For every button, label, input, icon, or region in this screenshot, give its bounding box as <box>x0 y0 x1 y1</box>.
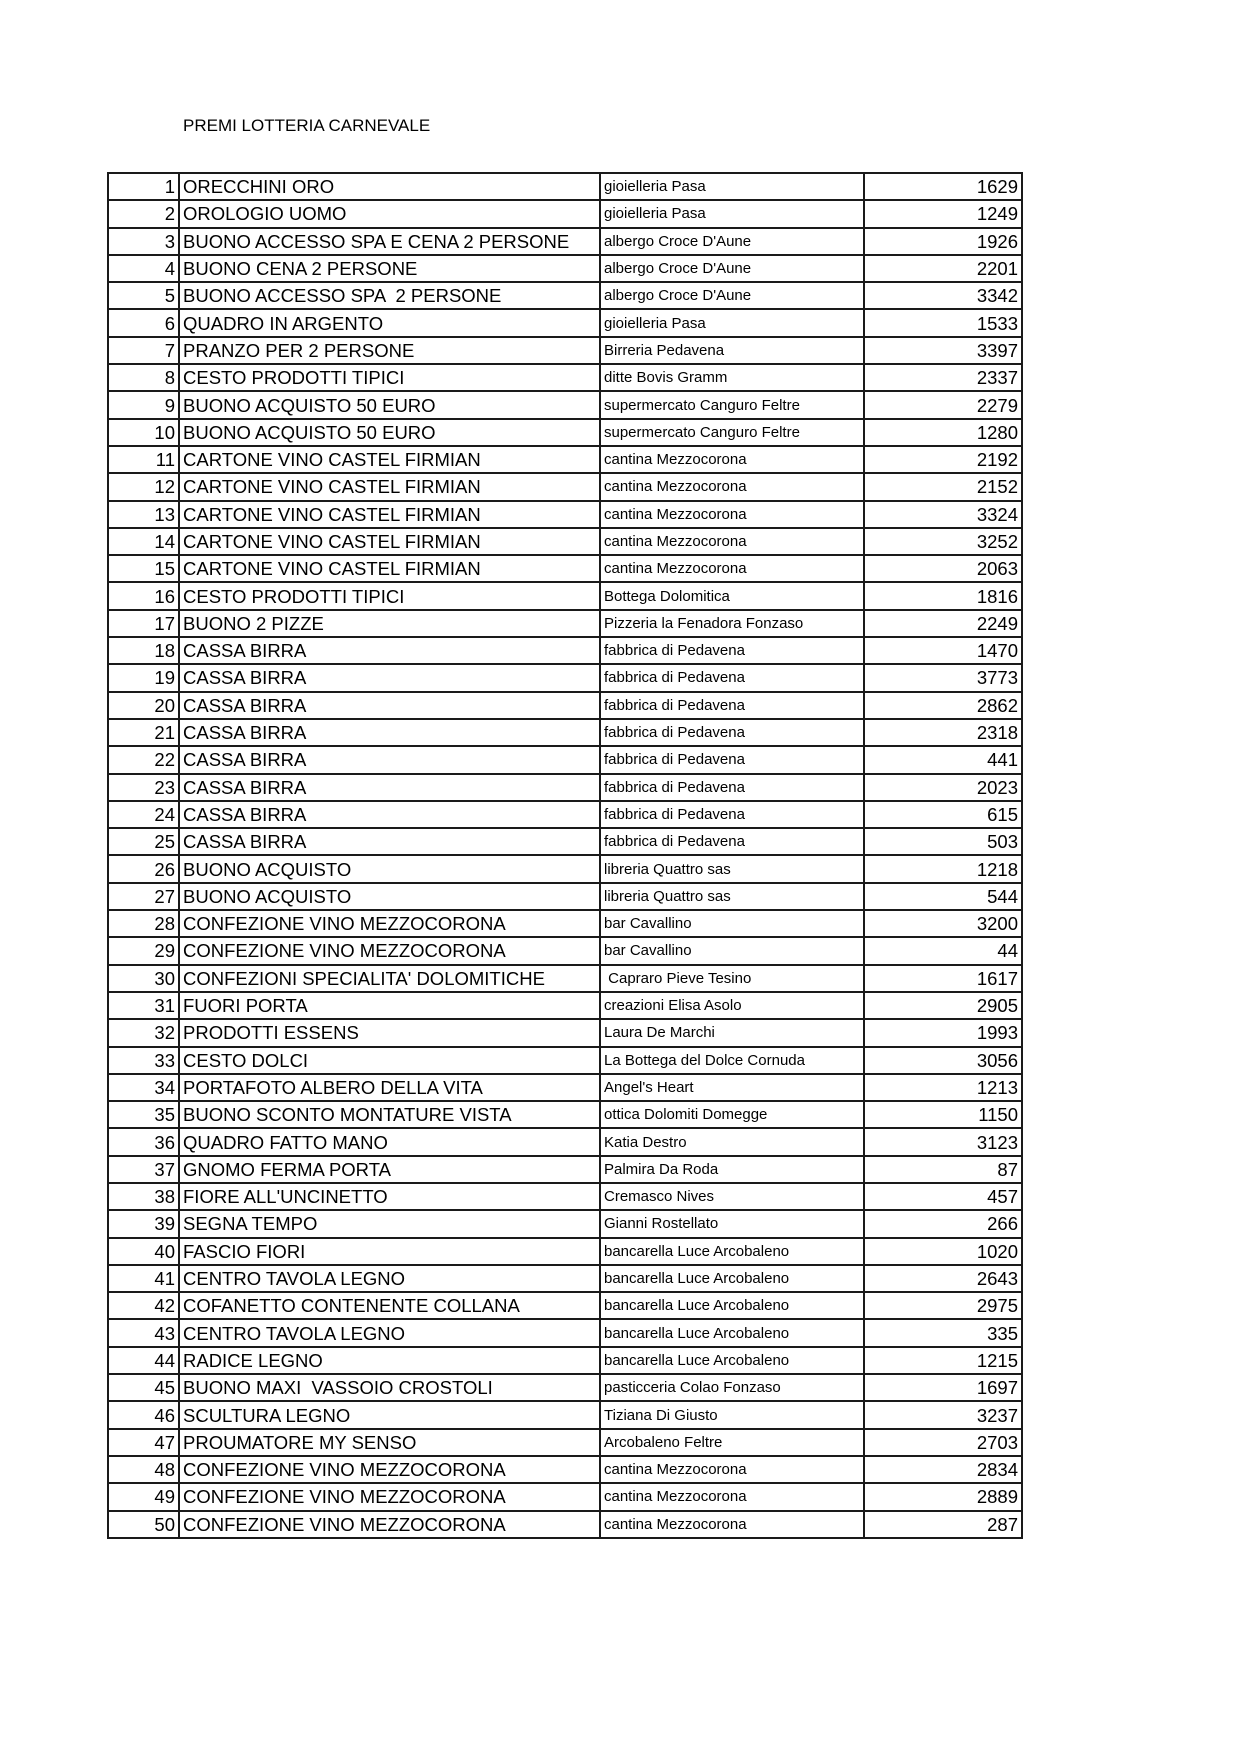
prize-item: BUONO CENA 2 PERSONE <box>179 255 600 282</box>
prize-item: BUONO ACQUISTO 50 EURO <box>179 391 600 418</box>
prize-item: CONFEZIONE VINO MEZZOCORONA <box>179 910 600 937</box>
prize-item: CASSA BIRRA <box>179 719 600 746</box>
prizes-table <box>107 172 1023 1539</box>
table-row <box>108 1292 1022 1319</box>
ticket-number: 2063 <box>864 555 1022 582</box>
table-row <box>108 828 1022 855</box>
prize-provider: ditte Bovis Gramm <box>600 364 864 391</box>
ticket-number: 3342 <box>864 282 1022 309</box>
ticket-number: 503 <box>864 828 1022 855</box>
table-row <box>108 719 1022 746</box>
ticket-number: 1020 <box>864 1238 1022 1265</box>
ticket-number: 1629 <box>864 173 1022 200</box>
prize-number: 11 <box>108 446 179 473</box>
prize-number: 44 <box>108 1347 179 1374</box>
table-row <box>108 992 1022 1019</box>
prize-provider: fabbrica di Pedavena <box>600 664 864 691</box>
prize-item: CESTO DOLCI <box>179 1047 600 1074</box>
prize-item: FASCIO FIORI <box>179 1238 600 1265</box>
prize-provider: bar Cavallino <box>600 937 864 964</box>
table-row <box>108 309 1022 336</box>
prize-number: 12 <box>108 473 179 500</box>
table-row <box>108 1483 1022 1510</box>
ticket-number: 2192 <box>864 446 1022 473</box>
prize-provider: Bottega Dolomitica <box>600 582 864 609</box>
prize-item: CASSA BIRRA <box>179 828 600 855</box>
table-row <box>108 1019 1022 1046</box>
ticket-number: 2905 <box>864 992 1022 1019</box>
table-row <box>108 582 1022 609</box>
prize-number: 43 <box>108 1319 179 1346</box>
ticket-number: 287 <box>864 1511 1022 1538</box>
ticket-number: 615 <box>864 801 1022 828</box>
prize-number: 6 <box>108 309 179 336</box>
prize-item: GNOMO FERMA PORTA <box>179 1156 600 1183</box>
prize-provider: fabbrica di Pedavena <box>600 692 864 719</box>
prize-number: 4 <box>108 255 179 282</box>
ticket-number: 2249 <box>864 610 1022 637</box>
prize-provider: bancarella Luce Arcobaleno <box>600 1265 864 1292</box>
prize-provider: cantina Mezzocorona <box>600 555 864 582</box>
table-row <box>108 910 1022 937</box>
ticket-number: 3237 <box>864 1401 1022 1428</box>
prize-provider: gioielleria Pasa <box>600 309 864 336</box>
prize-provider: supermercato Canguro Feltre <box>600 391 864 418</box>
prize-item: BUONO SCONTO MONTATURE VISTA <box>179 1101 600 1128</box>
prize-number: 33 <box>108 1047 179 1074</box>
prize-number: 22 <box>108 746 179 773</box>
prize-provider: Capraro Pieve Tesino <box>600 965 864 992</box>
prize-provider: albergo Croce D'Aune <box>600 228 864 255</box>
ticket-number: 1697 <box>864 1374 1022 1401</box>
prize-item: COFANETTO CONTENENTE COLLANA <box>179 1292 600 1319</box>
prize-number: 48 <box>108 1456 179 1483</box>
ticket-number: 44 <box>864 937 1022 964</box>
prize-provider: bar Cavallino <box>600 910 864 937</box>
ticket-number: 2889 <box>864 1483 1022 1510</box>
prize-number: 21 <box>108 719 179 746</box>
table-row <box>108 1511 1022 1538</box>
table-row <box>108 883 1022 910</box>
ticket-number: 2834 <box>864 1456 1022 1483</box>
ticket-number: 2318 <box>864 719 1022 746</box>
prize-provider: gioielleria Pasa <box>600 200 864 227</box>
prize-item: CONFEZIONI SPECIALITA' DOLOMITICHE <box>179 965 600 992</box>
prize-provider: fabbrica di Pedavena <box>600 719 864 746</box>
ticket-number: 2201 <box>864 255 1022 282</box>
table-row <box>108 637 1022 664</box>
prize-provider: gioielleria Pasa <box>600 173 864 200</box>
ticket-number: 1215 <box>864 1347 1022 1374</box>
prize-item: OROLOGIO UOMO <box>179 200 600 227</box>
prize-item: BUONO ACCESSO SPA 2 PERSONE <box>179 282 600 309</box>
table-row <box>108 1156 1022 1183</box>
ticket-number: 2279 <box>864 391 1022 418</box>
prize-item: CARTONE VINO CASTEL FIRMIAN <box>179 528 600 555</box>
prize-number: 26 <box>108 855 179 882</box>
table-row <box>108 1401 1022 1428</box>
prize-number: 40 <box>108 1238 179 1265</box>
ticket-number: 1617 <box>864 965 1022 992</box>
table-row <box>108 610 1022 637</box>
ticket-number: 3397 <box>864 337 1022 364</box>
page-title: PREMI LOTTERIA CARNEVALE <box>183 116 431 135</box>
prize-number: 41 <box>108 1265 179 1292</box>
prize-item: CARTONE VINO CASTEL FIRMIAN <box>179 555 600 582</box>
prize-provider: fabbrica di Pedavena <box>600 637 864 664</box>
table-row <box>108 937 1022 964</box>
prize-item: CONFEZIONE VINO MEZZOCORONA <box>179 1456 600 1483</box>
ticket-number: 2975 <box>864 1292 1022 1319</box>
prize-provider: supermercato Canguro Feltre <box>600 419 864 446</box>
ticket-number: 544 <box>864 883 1022 910</box>
prize-number: 39 <box>108 1210 179 1237</box>
prize-number: 42 <box>108 1292 179 1319</box>
ticket-number: 1218 <box>864 855 1022 882</box>
prize-item: PORTAFOTO ALBERO DELLA VITA <box>179 1074 600 1101</box>
ticket-number: 441 <box>864 746 1022 773</box>
prize-item: BUONO 2 PIZZE <box>179 610 600 637</box>
prize-provider: fabbrica di Pedavena <box>600 828 864 855</box>
ticket-number: 3773 <box>864 664 1022 691</box>
prize-item: ORECCHINI ORO <box>179 173 600 200</box>
prizes-table-body <box>108 173 1022 1538</box>
prize-number: 20 <box>108 692 179 719</box>
ticket-number: 457 <box>864 1183 1022 1210</box>
prize-item: CASSA BIRRA <box>179 774 600 801</box>
table-row <box>108 364 1022 391</box>
prize-item: QUADRO IN ARGENTO <box>179 309 600 336</box>
table-row <box>108 391 1022 418</box>
prize-provider: Palmira Da Roda <box>600 1156 864 1183</box>
table-row <box>108 1347 1022 1374</box>
prize-item: CONFEZIONE VINO MEZZOCORONA <box>179 937 600 964</box>
prize-number: 36 <box>108 1128 179 1155</box>
prize-provider: pasticceria Colao Fonzaso <box>600 1374 864 1401</box>
prize-number: 45 <box>108 1374 179 1401</box>
prize-item: CESTO PRODOTTI TIPICI <box>179 364 600 391</box>
prize-item: CENTRO TAVOLA LEGNO <box>179 1319 600 1346</box>
prize-provider: bancarella Luce Arcobaleno <box>600 1347 864 1374</box>
prize-number: 23 <box>108 774 179 801</box>
prize-item: CONFEZIONE VINO MEZZOCORONA <box>179 1511 600 1538</box>
prize-item: CASSA BIRRA <box>179 746 600 773</box>
prize-provider: La Bottega del Dolce Cornuda <box>600 1047 864 1074</box>
prize-number: 32 <box>108 1019 179 1046</box>
ticket-number: 335 <box>864 1319 1022 1346</box>
prize-number: 25 <box>108 828 179 855</box>
table-row <box>108 228 1022 255</box>
prize-number: 37 <box>108 1156 179 1183</box>
table-row <box>108 1319 1022 1346</box>
prize-item: CARTONE VINO CASTEL FIRMIAN <box>179 473 600 500</box>
ticket-number: 1993 <box>864 1019 1022 1046</box>
prize-item: CASSA BIRRA <box>179 801 600 828</box>
table-row <box>108 473 1022 500</box>
prize-item: BUONO MAXI VASSOIO CROSTOLI <box>179 1374 600 1401</box>
prize-item: BUONO ACQUISTO <box>179 855 600 882</box>
prize-item: CONFEZIONE VINO MEZZOCORONA <box>179 1483 600 1510</box>
ticket-number: 1470 <box>864 637 1022 664</box>
ticket-number: 2643 <box>864 1265 1022 1292</box>
table-row <box>108 528 1022 555</box>
prize-item: PRANZO PER 2 PERSONE <box>179 337 600 364</box>
prize-number: 14 <box>108 528 179 555</box>
prize-provider: ottica Dolomiti Domegge <box>600 1101 864 1128</box>
table-row <box>108 1429 1022 1456</box>
prize-provider: bancarella Luce Arcobaleno <box>600 1292 864 1319</box>
prize-item: BUONO ACCESSO SPA E CENA 2 PERSONE <box>179 228 600 255</box>
prize-number: 1 <box>108 173 179 200</box>
table-row <box>108 173 1022 200</box>
ticket-number: 1816 <box>864 582 1022 609</box>
prize-number: 10 <box>108 419 179 446</box>
prize-number: 47 <box>108 1429 179 1456</box>
ticket-number: 1280 <box>864 419 1022 446</box>
prize-number: 49 <box>108 1483 179 1510</box>
prize-number: 50 <box>108 1511 179 1538</box>
prize-item: PRODOTTI ESSENS <box>179 1019 600 1046</box>
prize-provider: Laura De Marchi <box>600 1019 864 1046</box>
prize-number: 34 <box>108 1074 179 1101</box>
prize-provider: cantina Mezzocorona <box>600 1483 864 1510</box>
prize-provider: cantina Mezzocorona <box>600 501 864 528</box>
prize-number: 15 <box>108 555 179 582</box>
table-row <box>108 337 1022 364</box>
ticket-number: 1249 <box>864 200 1022 227</box>
ticket-number: 3200 <box>864 910 1022 937</box>
prize-provider: Gianni Rostellato <box>600 1210 864 1237</box>
table-row <box>108 255 1022 282</box>
prize-number: 13 <box>108 501 179 528</box>
ticket-number: 3324 <box>864 501 1022 528</box>
prize-number: 24 <box>108 801 179 828</box>
ticket-number: 1150 <box>864 1101 1022 1128</box>
prize-number: 7 <box>108 337 179 364</box>
table-row <box>108 774 1022 801</box>
prize-provider: Tiziana Di Giusto <box>600 1401 864 1428</box>
table-row <box>108 664 1022 691</box>
prize-provider: albergo Croce D'Aune <box>600 255 864 282</box>
table-row <box>108 446 1022 473</box>
prize-number: 9 <box>108 391 179 418</box>
prize-item: CASSA BIRRA <box>179 664 600 691</box>
ticket-number: 266 <box>864 1210 1022 1237</box>
prize-provider: cantina Mezzocorona <box>600 1511 864 1538</box>
prize-number: 16 <box>108 582 179 609</box>
ticket-number: 3123 <box>864 1128 1022 1155</box>
prize-item: CESTO PRODOTTI TIPICI <box>179 582 600 609</box>
prize-provider: Angel's Heart <box>600 1074 864 1101</box>
prize-number: 30 <box>108 965 179 992</box>
prize-number: 19 <box>108 664 179 691</box>
prize-number: 31 <box>108 992 179 1019</box>
table-row <box>108 1074 1022 1101</box>
prize-item: PROUMATORE MY SENSO <box>179 1429 600 1456</box>
prize-item: CARTONE VINO CASTEL FIRMIAN <box>179 446 600 473</box>
prize-number: 46 <box>108 1401 179 1428</box>
prize-item: BUONO ACQUISTO <box>179 883 600 910</box>
prize-provider: fabbrica di Pedavena <box>600 774 864 801</box>
prize-provider: cantina Mezzocorona <box>600 446 864 473</box>
table-row <box>108 746 1022 773</box>
prize-number: 27 <box>108 883 179 910</box>
ticket-number: 2152 <box>864 473 1022 500</box>
table-row <box>108 801 1022 828</box>
table-row <box>108 501 1022 528</box>
table-row <box>108 1374 1022 1401</box>
prize-provider: Birreria Pedavena <box>600 337 864 364</box>
prize-number: 18 <box>108 637 179 664</box>
table-row <box>108 200 1022 227</box>
ticket-number: 2023 <box>864 774 1022 801</box>
ticket-number: 2862 <box>864 692 1022 719</box>
prize-provider: albergo Croce D'Aune <box>600 282 864 309</box>
ticket-number: 87 <box>864 1156 1022 1183</box>
ticket-number: 3056 <box>864 1047 1022 1074</box>
ticket-number: 1926 <box>864 228 1022 255</box>
table-row <box>108 965 1022 992</box>
prize-provider: bancarella Luce Arcobaleno <box>600 1319 864 1346</box>
prize-item: QUADRO FATTO MANO <box>179 1128 600 1155</box>
table-row <box>108 855 1022 882</box>
prize-item: CASSA BIRRA <box>179 692 600 719</box>
prize-number: 17 <box>108 610 179 637</box>
prize-item: CARTONE VINO CASTEL FIRMIAN <box>179 501 600 528</box>
prize-provider: bancarella Luce Arcobaleno <box>600 1238 864 1265</box>
table-row <box>108 1456 1022 1483</box>
table-row <box>108 1210 1022 1237</box>
prize-item: CENTRO TAVOLA LEGNO <box>179 1265 600 1292</box>
prize-provider: cantina Mezzocorona <box>600 473 864 500</box>
table-row <box>108 1183 1022 1210</box>
prize-item: SEGNA TEMPO <box>179 1210 600 1237</box>
table-row <box>108 555 1022 582</box>
table-row <box>108 282 1022 309</box>
prize-item: RADICE LEGNO <box>179 1347 600 1374</box>
prize-number: 35 <box>108 1101 179 1128</box>
table-row <box>108 1238 1022 1265</box>
prize-provider: Katia Destro <box>600 1128 864 1155</box>
table-row <box>108 1101 1022 1128</box>
prize-provider: libreria Quattro sas <box>600 883 864 910</box>
prize-item: CASSA BIRRA <box>179 637 600 664</box>
prize-provider: fabbrica di Pedavena <box>600 801 864 828</box>
prize-item: BUONO ACQUISTO 50 EURO <box>179 419 600 446</box>
table-row <box>108 419 1022 446</box>
prize-provider: Cremasco Nives <box>600 1183 864 1210</box>
prize-provider: creazioni Elisa Asolo <box>600 992 864 1019</box>
prize-item: SCULTURA LEGNO <box>179 1401 600 1428</box>
prize-provider: Arcobaleno Feltre <box>600 1429 864 1456</box>
table-row <box>108 692 1022 719</box>
table-row <box>108 1047 1022 1074</box>
prize-number: 2 <box>108 200 179 227</box>
prize-item: FUORI PORTA <box>179 992 600 1019</box>
prize-number: 28 <box>108 910 179 937</box>
prize-provider: fabbrica di Pedavena <box>600 746 864 773</box>
ticket-number: 2337 <box>864 364 1022 391</box>
ticket-number: 1533 <box>864 309 1022 336</box>
ticket-number: 2703 <box>864 1429 1022 1456</box>
prize-provider: cantina Mezzocorona <box>600 1456 864 1483</box>
prize-item: FIORE ALL'UNCINETTO <box>179 1183 600 1210</box>
table-row <box>108 1265 1022 1292</box>
prize-number: 5 <box>108 282 179 309</box>
table-row <box>108 1128 1022 1155</box>
ticket-number: 1213 <box>864 1074 1022 1101</box>
prize-provider: Pizzeria la Fenadora Fonzaso <box>600 610 864 637</box>
prize-provider: libreria Quattro sas <box>600 855 864 882</box>
prize-number: 3 <box>108 228 179 255</box>
prize-number: 38 <box>108 1183 179 1210</box>
prize-provider: cantina Mezzocorona <box>600 528 864 555</box>
ticket-number: 3252 <box>864 528 1022 555</box>
prize-number: 8 <box>108 364 179 391</box>
prize-number: 29 <box>108 937 179 964</box>
